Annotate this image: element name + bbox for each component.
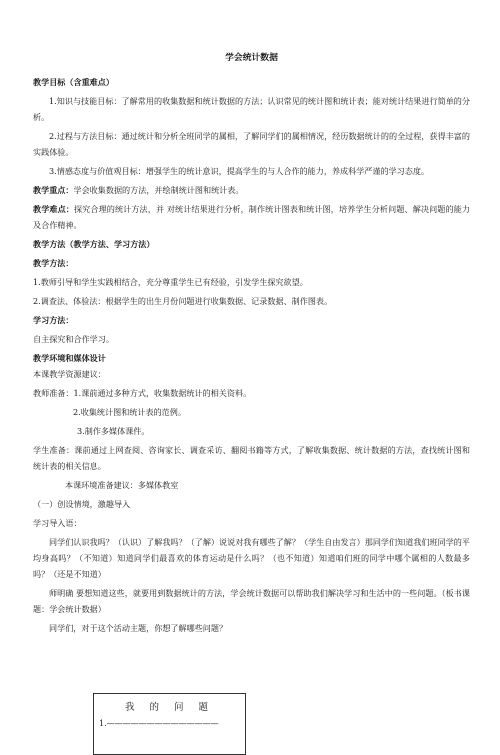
difficulty-label: 教学难点： [33,204,74,214]
my-questions-box [93,693,246,755]
page-title: 学会统计数据 [225,53,278,63]
goal-item-knowledge: 1.知识与技能目标：了解常用的收集数据和统计数据的方法；认识常见的统计图和统计表；能对统计结果进行简单的分析。 [33,96,470,122]
teacher-prep-text: 1.课前通过多种方式，收集数据统计的相关资料。 [73,388,252,398]
teacher-paragraph: 师明确 要想知道这些，就要用到数据统计的方法，学会统计数据可以帮助我们解决学习和生活中的一些问题。（板书课题：学会统计数据） [33,588,470,614]
method-heading: 教学方法（教学方法、学习方法） [33,239,155,249]
question-paragraph: 同学们，对于这个活动主题，你想了解哪些问题？ [49,623,228,633]
my-questions-line: 1.—————————————— [99,719,219,728]
teacher-prep-item: 3.制作多媒体课件。 [77,426,150,436]
intro-paragraph: 同学们认识我吗？（认识）了解我吗？（了解）说说对我有哪些了解？（学生自由发言）那同学们知道我们班同学的平均身高吗？（不知道）知道同学们最喜欢的体育运动是什么吗？（也不知道）知道咱们班的同学中哪个属相的人数最多吗？（还是不知道） [33,537,470,579]
goals-heading: 教学目标（含重难点） [33,77,114,87]
goal-item-process: 2.过程与方法目标：通过统计和分析全班同学的属相，了解同学们的属相情况，经历数据统计的的全过程，获得丰富的实践体验。 [33,131,470,157]
teacher-prep-item [33,385,470,401]
learn-method-text: 自主探究和合作学习。 [33,334,114,344]
learn-method-heading: 学习方法： [33,315,74,325]
lesson-step-heading: （一）创设情境，激趣导入 [33,499,131,509]
environment-heading: 教学环境和媒体设计 [33,353,106,363]
teach-method-item: 1.教师引导和学生实践相结合，充分尊重学生已有经验，引发学生探究欲望。 [33,277,308,287]
environment-suggestion: 本课环境准备建议：多媒体教室 [65,480,179,490]
goal-item-emotion: 3.情感态度与价值观目标：增强学生的统计意识，提高学生的与人合作的能力，养成科学严谨的学习态度。 [49,166,430,176]
student-prep-paragraph: 学生准备：课前通过上网查阅、咨询家长、调查采访、翻阅书籍等方式，了解收集数据、统计数据的方法，查找统计图和统计表的相关信息。 [33,445,470,471]
difficulty-text: 探究合理的统计方法，并 对统计结果进行分析，制作统计图表和统计图，培养学生分析问题、解决问题的能力及合作精神。 [33,204,470,230]
key-point-text: 学会收集数据的方法，并绘制统计图和统计表。 [73,185,244,195]
document-body [33,50,470,639]
difficulty-paragraph [33,201,470,233]
intro-label: 学习导入语： [33,518,82,528]
teacher-prep-label: 教师准备： [33,388,74,398]
key-point-label: 教学重点： [33,185,74,195]
teacher-prep-item: 2.收集统计图和统计表的范例。 [73,407,186,417]
teach-method-heading: 教学方法： [33,258,74,268]
key-point-paragraph [33,182,470,198]
my-questions-title: 我 的 问 题 [124,702,215,713]
resource-suggestion: 本课教学资源建议： [33,369,106,379]
teach-method-item: 2.调查法、体验法：根据学生的出生月份问题进行收集数据、记录数据、制作图表。 [33,296,333,306]
